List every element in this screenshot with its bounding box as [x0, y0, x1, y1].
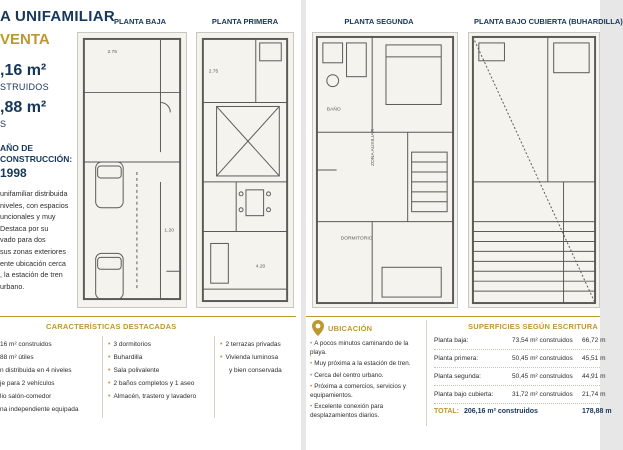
- feature-item: je para 2 vehículos: [0, 380, 55, 387]
- bullet-icon: •: [310, 383, 313, 390]
- features-column-1: [0, 338, 96, 416]
- description-line: Destaca por su: [0, 223, 49, 233]
- area-row: [434, 386, 606, 404]
- features-separator: [102, 336, 103, 418]
- attic-floor-plan: [468, 32, 600, 308]
- svg-text:2.75: 2.75: [208, 69, 219, 75]
- area-useful: 66,72 m: [582, 337, 606, 344]
- feature-text: Buhardilla: [113, 354, 143, 361]
- year-label-line2: CONSTRUCCIÓN:: [0, 154, 73, 164]
- bullet-icon: •: [310, 360, 313, 367]
- feature-text: y bien conservada: [229, 367, 282, 374]
- area-built: 50,45 m² construidos: [512, 355, 573, 362]
- bullet-icon: •: [310, 340, 313, 347]
- location-item: [310, 403, 420, 420]
- second-floor-drawing: [313, 33, 457, 307]
- feature-item: [220, 364, 298, 377]
- attic-floor-drawing: [469, 33, 599, 307]
- area-floor: Planta baja:: [434, 337, 469, 344]
- bullet-icon: •: [310, 371, 313, 379]
- feature-text: Sala polivalente: [113, 367, 160, 374]
- page-title: A UNIFAMILIAR: [0, 8, 116, 25]
- feature-item: [108, 390, 208, 403]
- location-item: [310, 340, 420, 357]
- svg-text:1.20: 1.20: [164, 228, 174, 234]
- areas-title: SUPERFICIES SEGÚN ESCRITURA: [468, 322, 598, 331]
- built-area-value: ,16 m²: [0, 62, 47, 79]
- location-item: [310, 372, 420, 381]
- feature-item: [108, 338, 208, 351]
- description-line: sus zonas exteriores: [0, 246, 66, 256]
- feature-item: na independiente equipada: [0, 406, 79, 413]
- features-separator: [214, 336, 215, 418]
- area-floor: Planta segunda:: [434, 373, 481, 380]
- location-divider: [306, 316, 600, 317]
- area-floor: Planta bajo cubierta:: [434, 391, 494, 398]
- plan-room-label: ZONA AUXILIAR: [371, 128, 377, 167]
- area-row: [434, 332, 606, 350]
- bullet-icon: •: [108, 341, 111, 348]
- feature-text: Almacén, trastero y lavadero: [113, 393, 197, 400]
- svg-text:2.75: 2.75: [107, 49, 117, 55]
- features-column-3: [220, 338, 298, 377]
- location-text: Cerca del centro urbano.: [314, 371, 384, 379]
- area-built: 50,45 m² construidos: [512, 373, 573, 380]
- location-text: Próxima a comercios, servicios y equipamientos.: [310, 383, 406, 399]
- left-page: [0, 0, 301, 450]
- description-line: urbano.: [0, 281, 25, 291]
- right-page: [306, 0, 623, 450]
- description-line: unifamiliar distribuida: [0, 189, 68, 198]
- feature-text: 3 dormitorios: [113, 341, 152, 348]
- area-useful: 44,91 m: [582, 373, 606, 380]
- location-list: [310, 340, 420, 423]
- total-useful: 178,88 m: [582, 408, 612, 415]
- total-label: TOTAL:: [434, 408, 460, 415]
- description-line: ente ubicación cerca: [0, 258, 66, 268]
- second-floor-plan: [312, 32, 458, 308]
- feature-item: 88 m² útiles: [0, 354, 34, 361]
- plan-title-second: PLANTA SEGUNDA: [344, 17, 414, 26]
- area-total-row: [434, 408, 612, 422]
- features-title: CARACTERÍSTICAS DESTACADAS: [46, 322, 177, 331]
- area-built: 73,54 m² construidos: [512, 337, 573, 344]
- plan-title-ground: PLANTA BAJA: [113, 17, 167, 26]
- location-text: Excelente conexión para desplazamientos diarios.: [310, 403, 384, 419]
- area-floor: Planta primera:: [434, 355, 479, 362]
- section-separator: [426, 320, 427, 426]
- description-text: [0, 188, 74, 292]
- first-floor-drawing: [197, 33, 293, 307]
- description-line: , la estación de tren: [0, 270, 63, 280]
- area-useful: 45,51 m: [582, 355, 606, 362]
- feature-text: 2 baños completos y 1 aseo: [113, 380, 195, 387]
- bullet-icon: •: [108, 380, 111, 387]
- feature-item: [108, 364, 208, 377]
- plan-title-attic: PLANTA BAJO CUBIERTA (BUHARDILLA): [474, 17, 623, 26]
- map-pin-icon: [312, 320, 324, 336]
- area-built: 31,72 m² construidos: [512, 391, 573, 398]
- location-item: [310, 383, 420, 400]
- ground-floor-plan: [77, 32, 187, 308]
- bullet-icon: •: [220, 354, 223, 361]
- plan-room-label: DORMITORIO: [340, 236, 373, 242]
- plan-room-label: BAÑO: [326, 107, 341, 113]
- total-built: 206,16 m² construidos: [464, 408, 538, 415]
- first-floor-plan: [196, 32, 294, 308]
- location-text: A pocos minutos caminando de la playa.: [310, 340, 409, 356]
- description-line: niveles, con espacios: [0, 200, 69, 210]
- feature-text: 2 terrazas privadas: [225, 341, 281, 348]
- location-text: Muy próxima a la estación de tren.: [314, 360, 411, 367]
- feature-text: Vivienda luminosa: [225, 354, 279, 361]
- bullet-icon: •: [108, 367, 111, 374]
- feature-item: n distribuida en 4 niveles: [0, 367, 72, 374]
- bullet-icon: •: [220, 341, 223, 348]
- description-line: uncionales y muy: [0, 212, 56, 222]
- bullet-icon: •: [108, 354, 111, 361]
- feature-item: [108, 351, 208, 364]
- feature-item: 16 m² construidos: [0, 341, 52, 348]
- feature-item: lio salón-comedor: [0, 393, 52, 400]
- features-divider: [0, 316, 296, 317]
- location-title: UBICACIÓN: [328, 324, 373, 333]
- feature-item: [108, 377, 208, 390]
- area-row: [434, 350, 606, 368]
- useful-area-value: ,88 m²: [0, 99, 47, 116]
- location-item: [310, 360, 420, 369]
- area-row: [434, 368, 606, 386]
- svg-text:4.20: 4.20: [255, 264, 266, 270]
- useful-area-label: S: [0, 119, 7, 129]
- ground-floor-drawing: [78, 33, 186, 307]
- bullet-icon: •: [310, 403, 313, 410]
- description-line: vado para dos: [0, 235, 46, 245]
- page-subtitle: VENTA: [0, 31, 50, 48]
- plan-title-first: PLANTA PRIMERA: [211, 17, 279, 26]
- features-column-2: [108, 338, 208, 403]
- built-area-label: STRUIDOS: [0, 82, 49, 92]
- bullet-icon: •: [108, 393, 111, 400]
- feature-item: [220, 351, 298, 364]
- construction-year-block: [0, 143, 73, 180]
- year-label-line1: AÑO DE: [0, 143, 34, 153]
- year-value: 1998: [0, 166, 27, 180]
- area-useful: 21,74 m: [582, 391, 606, 398]
- feature-item: [220, 338, 298, 351]
